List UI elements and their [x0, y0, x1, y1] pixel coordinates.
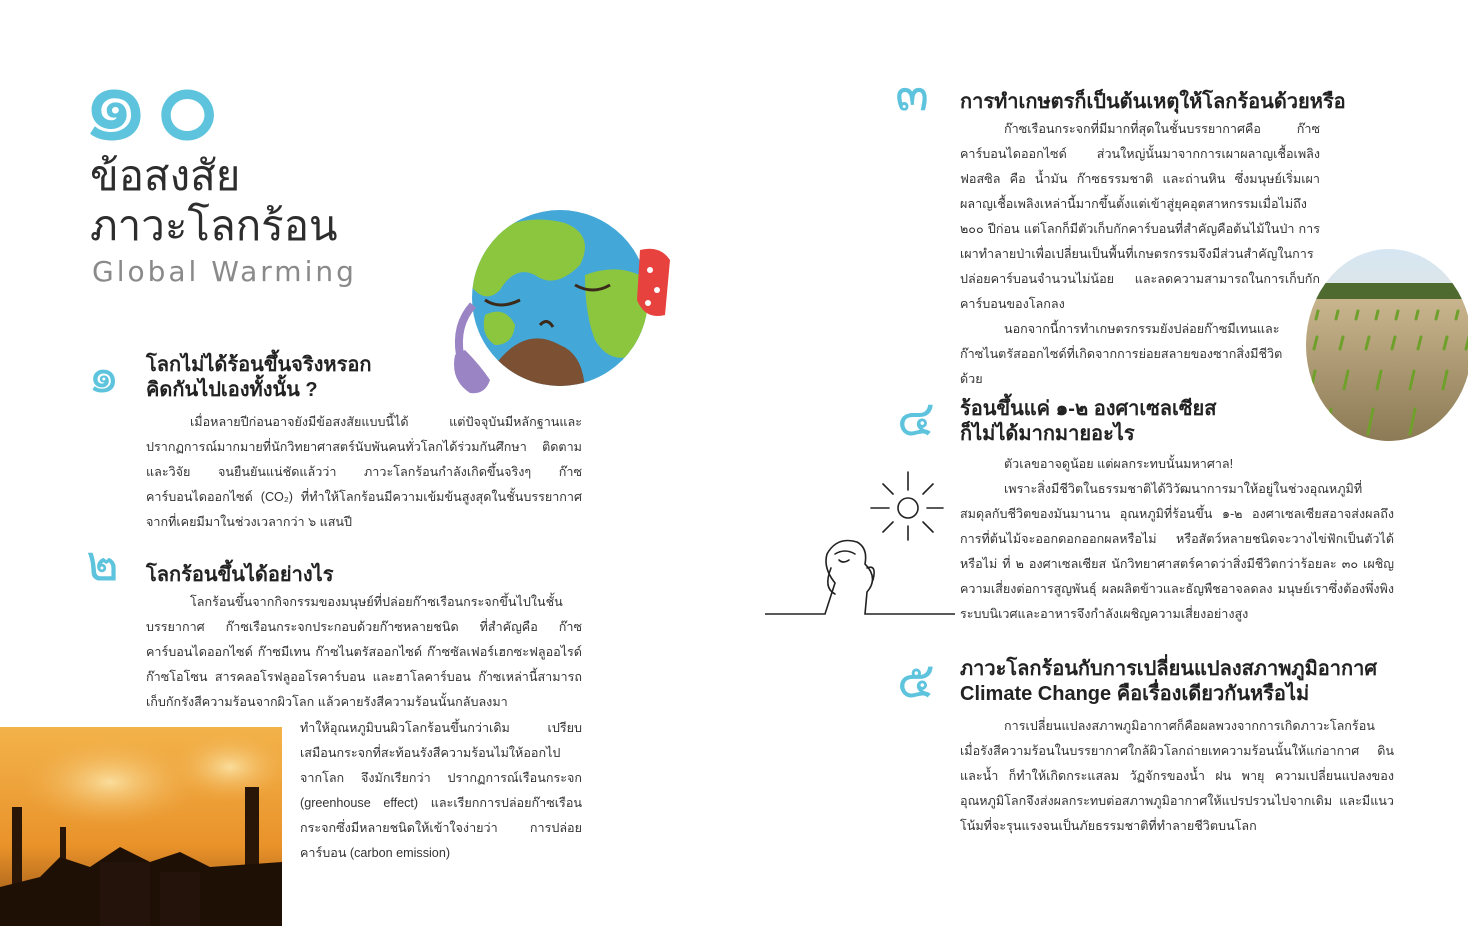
- page-title-line1: ข้อสงสัย: [90, 152, 241, 199]
- factory-smoke-photo: [0, 727, 282, 926]
- section-5-title-line: Climate Change คือเรื่องเดียวกันหรือไม่: [960, 683, 1310, 705]
- section-3-number: ๓: [895, 64, 930, 122]
- section-3-paragraph: นอกจากนี้การทำเกษตรกรรมยังปล่อยก๊าซมีเทนและก๊าซไนตรัสออกไซด์ที่เกิดจากการย่อยสลายของซากสิ่งมีชีวิตด้วย: [960, 322, 1283, 386]
- section-3-title: [960, 90, 1346, 115]
- section-2-body: [146, 590, 582, 715]
- sad-earth-illustration: [445, 205, 675, 400]
- section-2-title: [146, 563, 333, 588]
- section-4-paragraph: เพราะสิ่งมีชีวิตในธรรมชาติได้วิวัฒนาการมาให้อยู่ในช่วงอุณหภูมิที่สมดุลกับชีวิตของมันมานาน อุณหภูมิที่ร้อนขึ้น ๑-๒ องศาเซลเซียสอาจส่งผลถึงการที่ต้นไม้จะออกดอกออกผลหรือไม่ หรือสัตว์หลายชนิดจะวางไข่ฟักเป็นตัวได้หรือไม่ ที่ ๒ องศาเซลเซียส นักวิทยาศาสตร์คาดว่าสิ่งมีชีวิตกว่าร้อยละ ๓๐ เผชิญความเสี่ยงต่อการสูญพันธุ์ ผลผลิตข้าวและธัญพืชอาจลดลง มนุษย์เราซึ่งต้องพึ่งพิงระบบนิเวศและอาหารจึงกำลังเผชิญความเสี่ยงอย่างสูง: [960, 482, 1394, 621]
- section-2-paragraph: โลกร้อนขึ้นจากกิจกรรมของมนุษย์ที่ปล่อยก๊าซเรือนกระจกขึ้นไปในชั้นบรรยากาศ ก๊าซเรือนกระจกประกอบด้วยก๊าซหลายชนิด ที่สำคัญคือ ก๊าซคาร์บอนไดออกไซด์ ก๊าซมีเทน ก๊าซไนตรัสออกไซด์ ก๊าซซัลเฟอร์เฮกซะฟลูออไรด์ ก๊าซโอโซน สารคลอโรฟลูออโรคาร์บอน และฮาโลคาร์บอน ก๊าซเหล่านี้สามารถเก็บกักรังสีความร้อนจากผิวโลก แล้วคายรังสีความร้อนนั้นกลับลงมา: [146, 595, 582, 709]
- section-4-paragraph: ตัวเลขอาจดูน้อย แต่ผลกระทบนั้นมหาศาล!: [1004, 457, 1234, 471]
- section-2-paragraph: ทำให้อุณหภูมิบนผิวโลกร้อนขึ้นกว่าเดิม เปรียบเสมือนกระจกที่สะท้อนรังสีความร้อนไม่ให้ออกไปจากโลก จึงมักเรียกว่า ปรากฏการณ์เรือนกระจก (greenhouse effect) และเรียกการปล่อยก๊าซเรือนกระจกซึ่งมีหลายชนิดให้เข้าใจง่ายว่า การปล่อยคาร์บอน (carbon emission): [300, 721, 582, 860]
- section-5-paragraph: การเปลี่ยนแปลงสภาพภูมิอากาศก็คือผลพวงจากการเกิดภาวะโลกร้อน เมื่อรังสีความร้อนในบรรยากาศใกล้ผิวโลกถ่ายเทความร้อนนั้นให้แก่อากาศ ดิน และน้ำ ก็ทำให้เกิดกระแสลม วัฏจักรของน้ำ ฝน พายุ ความเปลี่ยนแปลงของอุณหภูมิโลกจึงส่งผลกระทบต่อสภาพภูมิอากาศให้แปรปรวนไปจากเดิม และมีแนวโน้มที่จะรุนแรงจนเป็นภัยธรรมชาติที่ทำลายชีวิตบนโลก: [960, 719, 1394, 833]
- section-1-title-line: คิดกันไปเองทั้งนั้น ?: [146, 379, 318, 401]
- section-4-body: [960, 452, 1394, 627]
- section-5-number: ๕: [897, 651, 935, 709]
- page-title-line2: ภาวะโลกร้อน: [90, 202, 338, 249]
- feature-number: ๑๐: [80, 37, 224, 167]
- section-1-title: [146, 353, 426, 403]
- section-2-body-cont: [300, 716, 582, 866]
- hot-sun-sketch: [765, 468, 955, 628]
- section-4-number: ๔: [897, 389, 935, 447]
- page-subtitle-en: Global Warming: [92, 255, 357, 288]
- section-3-title-line: การทำเกษตรก็เป็นต้นเหตุให้โลกร้อนด้วยหรือ: [960, 91, 1346, 113]
- section-4-title-line: ร้อนขึ้นแค่ ๑-๒ องศาเซลเซียส: [960, 398, 1217, 420]
- section-5-title: [960, 657, 1377, 707]
- section-3-paragraph: ก๊าซเรือนกระจกที่มีมากที่สุดในชั้นบรรยากาศคือ ก๊าซคาร์บอนไดออกไซด์ ส่วนใหญ่นั้นมาจากการเผาผลาญเชื้อเพลิงฟอสซิล คือ น้ำมัน ก๊าซธรรมชาติ และถ่านหิน ซึ่งมนุษย์เริ่มเผาผลาญเชื้อเพลิงเหล่านี้มากขึ้นตั้งแต่เข้าสู่ยุคอุตสาหกรรมเมื่อไม่ถึง ๒๐๐ ปีก่อน แต่โลกก็มีตัวเก็บกักคาร์บอนที่สำคัญคือต้นไม้ในป่า การเผาทำลายป่าเพื่อเปลี่ยนเป็นพื้นที่เกษตรกรรมจึงมีส่วนสำคัญในการปล่อยคาร์บอนจำนวนไม่น้อย และลดความสามารถในการเก็บกักคาร์บอนของโลกลง: [960, 122, 1320, 311]
- section-1-title-line: โลกไม่ได้ร้อนขึ้นจริงหรอก: [146, 354, 372, 376]
- section-1-paragraph: เมื่อหลายปีก่อนอาจยังมีข้อสงสัยแบบนี้ได้ แต่ปัจจุบันมีหลักฐานและปรากฏการณ์มากมายที่นักวิทยาศาสตร์นับพันคนทั่วโลกได้ร่วมกันศึกษา ติดตาม และวิจัย จนยืนยันแน่ชัดแล้วว่า ภาวะโลกร้อนกำลังเกิดขึ้นจริงๆ ก๊าซคาร์บอนไดออกไซด์ (CO₂) ที่ทำให้โลกร้อนมีความเข้มข้นสูงสุดในชั้นบรรยากาศจากที่เคยมีมาในช่วงเวลากว่า ๖ แสนปี: [146, 415, 582, 529]
- section-5-title-line: ภาวะโลกร้อนกับการเปลี่ยนแปลงสภาพภูมิอากาศ: [960, 658, 1378, 680]
- rice-field-photo: [1306, 249, 1468, 441]
- section-4-title: [960, 397, 1216, 447]
- section-1-number: ๑: [88, 346, 120, 404]
- section-2-number: ๒: [86, 534, 119, 592]
- section-5-body: [960, 714, 1394, 839]
- section-2-title-line: โลกร้อนขึ้นได้อย่างไร: [146, 564, 334, 586]
- section-4-title-line: ก็ไม่ได้มากมายอะไร: [960, 423, 1135, 445]
- section-1-body: [146, 410, 582, 535]
